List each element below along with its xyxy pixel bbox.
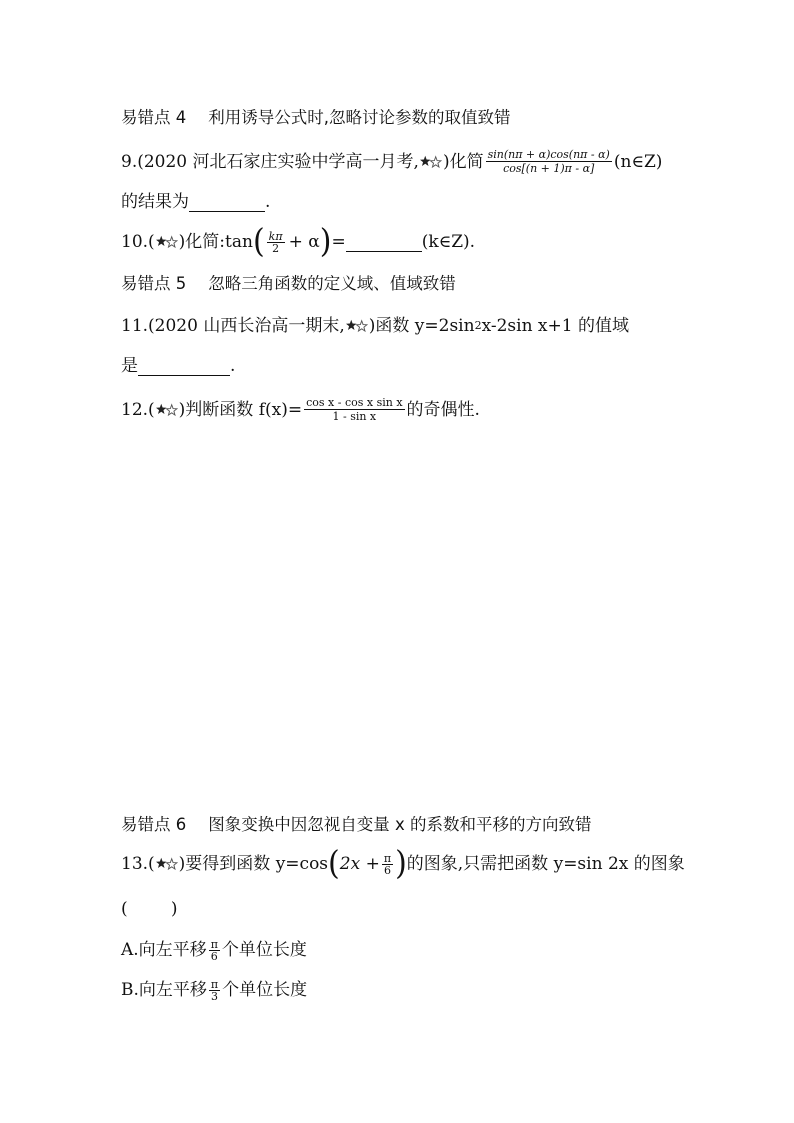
question-source: 11.(2020 山西长治高一期末, — [121, 316, 345, 336]
fraction — [209, 939, 220, 962]
question-text: 的图象,只需把函数 y=sin 2x 的图象 — [406, 854, 685, 874]
question-text: )判断函数 f(x)= — [178, 399, 303, 420]
fraction-denominator: cos[(n + 1)π - α] — [503, 162, 595, 175]
question-text: (k∈Z). — [421, 232, 476, 252]
section-heading-6 — [121, 813, 592, 837]
section-label: 易错点 5 — [121, 274, 187, 293]
answer-blank[interactable] — [189, 193, 265, 212]
question-text: )要得到函数 y=cos — [178, 854, 329, 874]
star-icon — [420, 155, 442, 169]
fraction — [304, 396, 404, 423]
period: . — [230, 356, 236, 376]
fraction-numerator: cos x - cos x sin x — [306, 396, 403, 409]
option-label: B.向左平移 — [121, 980, 207, 1000]
question-text: )化简 — [442, 151, 484, 172]
question-9 — [121, 148, 662, 175]
equals: = — [331, 232, 346, 252]
fraction-denominator: 3 — [211, 989, 219, 1003]
question-number: 12.( — [121, 399, 155, 420]
fraction-denominator: 1 - sin x — [332, 410, 377, 423]
fraction-denominator: 6 — [210, 949, 218, 963]
right-paren: ) — [395, 844, 407, 883]
section-label: 易错点 4 — [121, 108, 187, 127]
fraction-numerator: π — [210, 937, 218, 951]
question-text: )函数 y=2sin — [368, 316, 475, 336]
fraction-numerator: kπ — [268, 229, 283, 243]
question-11-line2 — [121, 354, 235, 378]
answer-bracket[interactable]: ( ) — [121, 899, 178, 919]
period: . — [265, 192, 271, 212]
question-9-line2 — [121, 190, 270, 214]
answer-blank[interactable] — [138, 357, 230, 376]
section-heading-5 — [121, 272, 456, 296]
expression: + α — [288, 232, 320, 252]
answer-choice-paren[interactable] — [121, 897, 178, 921]
question-text: x-2sin x+1 的值域 — [481, 316, 629, 336]
question-text: 的奇偶性. — [406, 399, 480, 420]
expression: 2x + — [339, 854, 380, 874]
question-text: (n∈Z) — [613, 151, 663, 172]
star-icon — [156, 235, 178, 249]
option-label: A.向左平移 — [121, 940, 207, 960]
fraction — [382, 853, 393, 876]
question-number: 13.( — [121, 854, 155, 874]
fraction-numerator: sin(nπ + α)cos(nπ - α) — [487, 148, 610, 161]
option-text: 个单位长度 — [221, 940, 307, 960]
star-icon — [156, 403, 178, 417]
option-b[interactable] — [121, 978, 307, 1002]
answer-blank[interactable] — [346, 233, 422, 252]
left-paren: ( — [252, 222, 265, 261]
section-title: 忽略三角函数的定义域、值域致错 — [208, 274, 456, 293]
question-10 — [121, 222, 476, 261]
fraction — [209, 979, 220, 1002]
section-title: 图象变换中因忽视自变量 x 的系数和平移的方向致错 — [208, 815, 592, 834]
section-title: 利用诱导公式时,忽略讨论参数的取值致错 — [208, 108, 511, 127]
fraction-denominator: 6 — [383, 863, 391, 877]
star-icon — [346, 319, 368, 333]
fraction — [486, 148, 612, 175]
option-a[interactable] — [121, 938, 307, 962]
question-12 — [121, 396, 480, 423]
fraction — [267, 231, 285, 254]
question-source: 9.(2020 河北石家庄实验中学高一月考, — [121, 151, 419, 172]
question-11: 11.(2020 山西长治高一期末, )函数 y=2sin 2 x-2sin x+1 的值域 — [121, 316, 629, 336]
question-text: 是 — [121, 356, 138, 376]
fraction-numerator: π — [383, 851, 392, 865]
fraction-denominator: 2 — [272, 241, 280, 255]
right-paren: ) — [319, 222, 332, 261]
question-number: 10.( — [121, 232, 155, 252]
left-paren: ( — [328, 844, 340, 883]
question-text: 的结果为 — [121, 192, 189, 212]
question-text: )化简:tan — [178, 232, 253, 252]
star-icon — [156, 857, 178, 871]
option-text: 个单位长度 — [222, 980, 308, 1000]
fraction-numerator: π — [210, 977, 219, 991]
section-label: 易错点 6 — [121, 815, 187, 834]
section-heading-4 — [121, 106, 511, 130]
question-13 — [121, 844, 685, 883]
